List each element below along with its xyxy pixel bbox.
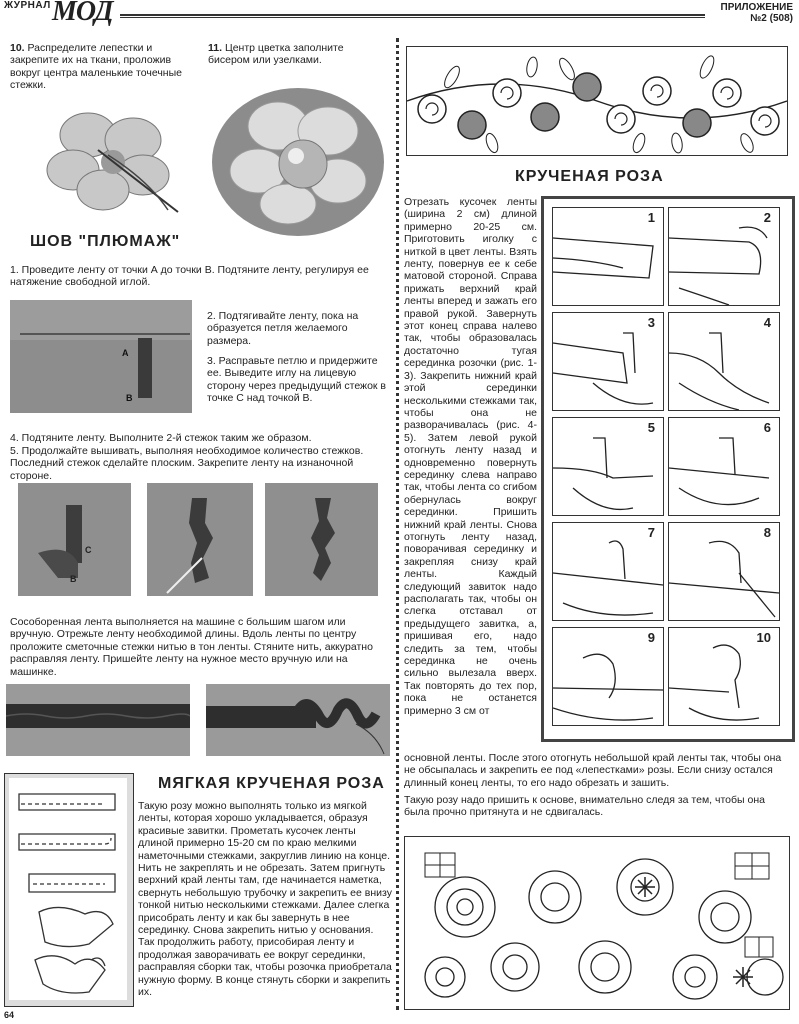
figure-5 xyxy=(552,417,664,516)
figure-10-number: 10 xyxy=(756,630,771,645)
plumage-photo-1 xyxy=(10,300,192,413)
soft-rose-diagram xyxy=(4,773,134,1007)
point-b-label: В xyxy=(126,393,133,403)
plumage-photo-3 xyxy=(147,483,253,596)
page-number: 64 xyxy=(4,1010,15,1020)
plumage-step-5: 5. Продолжайте вышивать, выполняя необходимое количество стежков. Последний стежок сделайте плоским. Закрепите ленту на изнаночной стороне. xyxy=(10,445,364,482)
issue-info xyxy=(721,2,794,24)
figure-9-number: 9 xyxy=(647,630,655,645)
step-10-text: Распределите лепестки и закрепите их на ткани, проложив вокруг центра маленькие точечные стежки. xyxy=(10,42,182,92)
figure-8-number: 8 xyxy=(763,525,771,540)
figure-5-number: 5 xyxy=(647,420,655,435)
plumage-photo-4 xyxy=(265,483,378,596)
figure-4 xyxy=(668,312,780,411)
point-c-label: С xyxy=(85,545,92,555)
ribbon-photo-flat xyxy=(6,684,190,756)
figure-1-number: 1 xyxy=(647,210,655,225)
soft-rose-text: Такую розу можно выполнять только из мягкой ленты, которая хорошо укладывается, образуя красивые завитки. Прометать кусочек ленты длиной примерно 15-20 см по краю мелкими наметочными стежками, закруглив линию на конце. Нить не закреплять и не обрезать. Затем пригнуть верхний край ленты там, где начинается наметка, свернуть небольшую трубочку и закрепить ее внизу тонкой нитью несколькими стежками. Далее слегка присобрать ленту и как бы завернуть в нее серединку. Снова закрепить нитью у основания. Так продолжить работу, присобирая ленту и продолжая заворачивать ее вокруг серединки, расправляя сборки так, чтобы розочка приобретала нужную форму. В конце стянуть сборки и закрепить их. xyxy=(138,800,392,999)
plumage-title: ШОВ "ПЛЮМАЖ" xyxy=(30,233,181,250)
supplement-label: ПРИЛОЖЕНИЕ xyxy=(720,2,793,13)
figure-6-number: 6 xyxy=(763,420,771,435)
figure-8 xyxy=(668,522,780,621)
ribbon-photo-gathered xyxy=(206,684,390,756)
figure-7-number: 7 xyxy=(647,525,655,540)
figure-9 xyxy=(552,627,664,726)
twisted-rose-text-final: Такую розу надо пришить к основе, внимательно следя за тем, чтобы она была прочно притянута и не сдвигалась. xyxy=(404,794,765,819)
twisted-rose-title: КРУЧЕНАЯ РОЗА xyxy=(515,168,664,185)
gathered-ribbon-note: Сособоренная лента выполняется на машине с большим шагом или вручную. Отрежьте ленту необходимой длины. Вдоль ленты по центру проложите сметочные стежки нитью в тон ленты. Стяните нить, аккуратно расправляя ленту. Пришейте ленту на нужное место вручную или на машинке. xyxy=(10,616,373,678)
twisted-rose-text-narrow: Отрезать кусочек ленты (ширина 2 см) длиной примерно 20-25 см. Приготовить иголку с ниткой в цвет ленты. Взять ленту, повернув ее к себе матовой стороной. Справа прижать верхний край ленты вперед и зажать его правой рукой. Завернуть этот конец справа налево так, чтобы образовалась достаточно тугая серединка розочки (рис. 1-3). Закрепить нижний край этой серединки несколькими стежками так, чтобы она не разворачивалась (рис. 4-5). Затем левой рукой отогнуть ленту назад и одновременно повернуть серединку слева направо так, чтобы лента со сгибом обернулась вокруг серединки. Пришить нижний край ленты. Снова отогнуть ленту назад, поворачивая серединку и закрепляя снизу край ленты. Каждый следующий завиток надо располагать так, чтобы он слегка отставал от предыдущего завитка, а, пришивая его, надо следить за тем, чтобы серединка не очень сильно вылезала вверх. Так повторять до тех пор, пока не останется примерно 3 см от xyxy=(404,196,537,717)
figure-10 xyxy=(668,627,780,726)
step-11 xyxy=(208,42,388,67)
magazine-logo: МОД xyxy=(52,0,113,27)
figure-3 xyxy=(552,312,664,411)
figure-2 xyxy=(668,207,780,306)
flower-photo-step-11 xyxy=(208,86,388,238)
figure-4-number: 4 xyxy=(763,315,771,330)
header-rule-thin xyxy=(120,17,705,18)
step-11-number: 11. xyxy=(208,42,223,54)
header-rule xyxy=(120,14,705,16)
column-divider xyxy=(396,38,399,1010)
issue-number: №2 (508) xyxy=(750,13,793,24)
figure-7 xyxy=(552,522,664,621)
magazine-logo-small: ЖУРНАЛ xyxy=(4,0,51,11)
twisted-rose-text-wide: основной ленты. После этого отогнуть небольшой край ленты так, чтобы она не обсыпалась и закрепить ее под «лепестками» розы. Если снизу остался длинный конец ленты, то его надо обрезать и зашить. xyxy=(404,752,782,789)
figure-3-number: 3 xyxy=(647,315,655,330)
step-10-number: 10. xyxy=(10,42,25,54)
plumage-step-4: 4. Подтяните ленту. Выполните 2-й стежок таким же образом. xyxy=(10,432,312,444)
rose-border-pattern-bottom xyxy=(404,836,790,1010)
figure-2-number: 2 xyxy=(763,210,771,225)
plumage-step-2: 2. Подтягивайте ленту, пока на образуется петля желаемого размера. xyxy=(207,310,359,347)
plumage-step-3: 3. Расправьте петлю и придержите ее. Выведите иглу на лицевую сторону через предыдущий стежок в точке С над точкой В. xyxy=(207,355,387,405)
figure-1 xyxy=(552,207,664,306)
step-11-text: Центр цветка заполните бисером или узелками. xyxy=(208,42,344,67)
point-a-label: А xyxy=(122,348,129,358)
soft-rose-title: МЯГКАЯ КРУЧЕНАЯ РОЗА xyxy=(158,775,385,792)
step-10 xyxy=(10,42,200,92)
plumage-step-1: 1. Проведите ленту от точки А до точки В. Подтяните ленту, регулируя ее натяжение свободной иглой. xyxy=(10,264,369,289)
flower-photo-step-10 xyxy=(18,100,198,218)
figure-6 xyxy=(668,417,780,516)
rose-border-pattern-top xyxy=(406,46,788,156)
point-b-label-2: В xyxy=(70,574,77,584)
twisted-rose-figures xyxy=(541,196,795,742)
